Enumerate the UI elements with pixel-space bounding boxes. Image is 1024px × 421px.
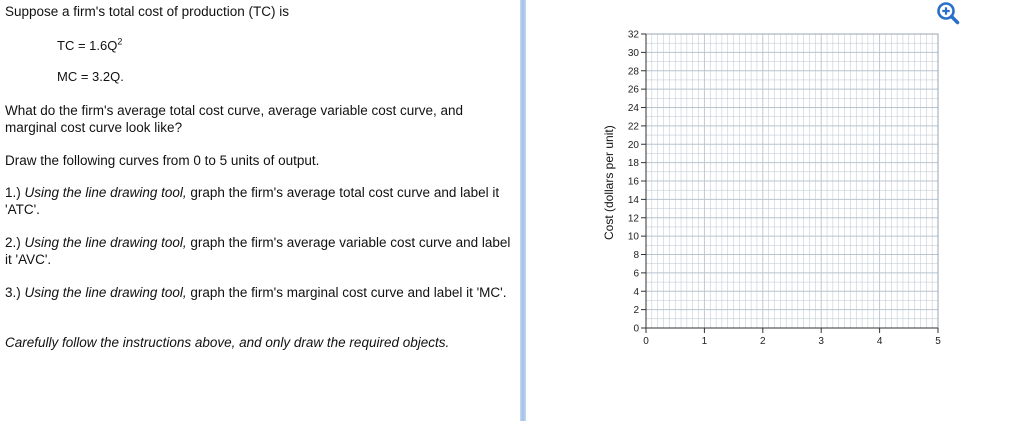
x-tick-label: 0 bbox=[643, 336, 649, 347]
panel-divider[interactable] bbox=[520, 0, 526, 421]
draw-range-text: Draw the following curves from 0 to 5 units of output. bbox=[5, 153, 320, 168]
x-tick-label: 2 bbox=[760, 336, 766, 347]
y-tick-label: 30 bbox=[627, 47, 639, 59]
y-tick-label: 0 bbox=[633, 323, 639, 335]
tc-equation-lhs: TC = 1.6Q bbox=[57, 38, 118, 53]
y-tick-label: 20 bbox=[627, 139, 639, 151]
step-3-number: 3.) bbox=[5, 285, 21, 300]
step-1 bbox=[5, 184, 515, 218]
mc-equation: MC = 3.2Q. bbox=[57, 69, 124, 84]
y-tick-label: 4 bbox=[633, 286, 639, 298]
y-tick-label: 6 bbox=[633, 268, 639, 280]
step-2-number: 2.) bbox=[5, 235, 21, 250]
y-tick-label: 8 bbox=[633, 250, 639, 261]
step-1-text: graph the firm's average total cost curve and label it 'ATC'. bbox=[5, 185, 500, 217]
x-tick-label: 4 bbox=[876, 336, 883, 347]
step-1-italic: Using the line drawing tool, bbox=[24, 185, 187, 200]
step-3-italic: Using the line drawing tool, bbox=[24, 285, 187, 300]
step-2 bbox=[5, 234, 515, 268]
y-tick-label: 26 bbox=[627, 84, 639, 96]
step-2-text: graph the firm's average variable cost curve and label it 'AVC'. bbox=[5, 235, 511, 267]
y-tick-label: 10 bbox=[627, 231, 639, 243]
x-tick-label: 3 bbox=[818, 336, 824, 347]
closing-italic: Carefully follow the instructions above, and only draw the required objects. bbox=[5, 335, 450, 350]
y-tick-label: 22 bbox=[627, 121, 639, 133]
cost-graph[interactable] bbox=[600, 20, 960, 360]
y-tick-label: 12 bbox=[627, 213, 639, 225]
y-tick-label: 28 bbox=[627, 66, 639, 78]
question-text: What do the firm's average total cost curve, average variable cost curve, and marginal cost curve look like? bbox=[5, 103, 464, 135]
tc-exponent: 2 bbox=[117, 36, 123, 47]
y-tick-label: 16 bbox=[627, 176, 639, 188]
intro-text: Suppose a firm's total cost of production (TC) is bbox=[5, 4, 289, 19]
step-2-italic: Using the line drawing tool, bbox=[24, 235, 187, 250]
step-1-number: 1.) bbox=[5, 185, 21, 200]
y-axis-label: Cost (dollars per unit) bbox=[602, 125, 616, 240]
x-tick-label: 1 bbox=[701, 336, 708, 347]
y-tick-label: 18 bbox=[627, 158, 639, 170]
y-tick-label: 24 bbox=[627, 103, 639, 114]
y-tick-label: 32 bbox=[627, 29, 639, 41]
step-3-text: graph the firm's marginal cost curve and label it 'MC'. bbox=[186, 285, 507, 300]
x-tick-label: 5 bbox=[935, 336, 941, 347]
y-tick-label: 2 bbox=[633, 305, 639, 317]
step-3 bbox=[5, 284, 515, 301]
tc-equation bbox=[57, 38, 122, 53]
y-tick-label: 14 bbox=[627, 194, 639, 206]
closing-text bbox=[5, 334, 515, 351]
